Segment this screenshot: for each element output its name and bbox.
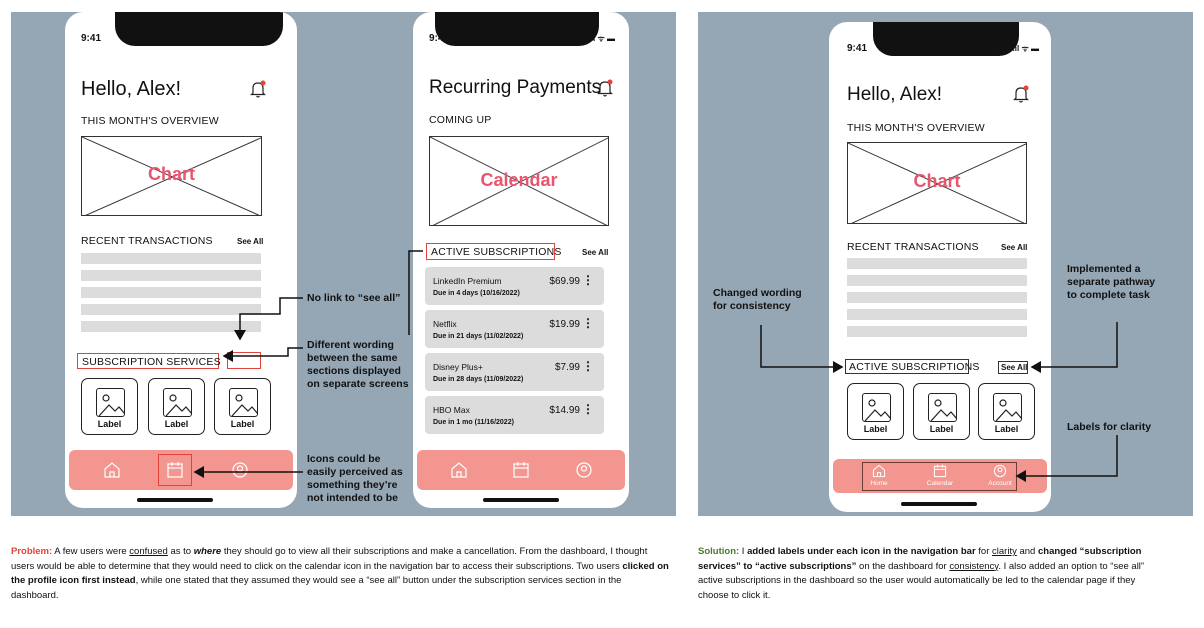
subscription-name: LinkedIn Premium: [433, 276, 502, 286]
greeting: Hello, Alex!: [847, 84, 943, 105]
tile-label: Label: [929, 424, 954, 434]
status-time: 9:41: [81, 33, 102, 44]
calendar-label: Calendar: [480, 170, 558, 190]
nav-label-account[interactable]: Account: [988, 480, 1012, 487]
more-icon[interactable]: ⋮: [582, 359, 594, 373]
problem-text: they should go to view all their subscriptions and make a cancellation. From the dashboard, I thought users would be able to determine that they would need to click on the calendar icon in the navigation bar to access their subscriptions. Two users: [11, 546, 648, 572]
status-icons: .ıl ᯤ ▬: [588, 34, 615, 43]
subscription-price: $7.99: [554, 362, 580, 373]
status-time: 9:41: [847, 43, 868, 54]
more-icon[interactable]: ⋮: [582, 316, 594, 330]
solution-text: I: [739, 546, 748, 557]
see-all-active-link[interactable]: See All: [1001, 363, 1028, 372]
status-icons: .ıl ᯤ ▬: [1012, 44, 1039, 53]
tile-label: Label: [97, 419, 122, 429]
annotation-implemented: Implemented a separate pathway to complete task: [1067, 263, 1156, 301]
coming-up-heading: COMING UP: [429, 114, 492, 126]
annotation-no-link: No link to “see all”: [307, 292, 401, 304]
subscription-due: Due in 4 days (10/16/2022): [433, 290, 520, 297]
nav-label-calendar[interactable]: Calendar: [926, 480, 954, 487]
screen-title: Recurring Payments: [429, 77, 602, 98]
left-panel: [11, 12, 676, 516]
solution-bold: changed “subscription services” to “active subscriptions”: [698, 546, 1142, 572]
recent-heading: RECENT TRANSACTIONS: [847, 241, 979, 253]
problem-paragraph: [11, 545, 671, 603]
annotation-icons: Icons could be easily perceived as something they’re not intended to be: [307, 453, 403, 504]
right-panel: [698, 12, 1193, 516]
chart-label: Chart: [147, 164, 195, 184]
solution-text: . I also added an option to “see all” active subscriptions in the dashboard so the user would automatically be led to the calendar page if they choose to click it.: [698, 560, 1145, 601]
tile-label: Label: [863, 424, 888, 434]
subscription-due: Due in 28 days (11/09/2022): [433, 376, 524, 383]
tile-label: Label: [230, 419, 255, 429]
more-icon[interactable]: ⋮: [582, 402, 594, 416]
subscription-due: Due in 1 mo (11/16/2022): [433, 419, 514, 426]
solution-label: Solution:: [698, 546, 740, 557]
solution-clarity: clarity: [992, 546, 1017, 557]
solution-text: on the dashboard for: [856, 560, 950, 572]
recent-heading: RECENT TRANSACTIONS: [81, 235, 213, 247]
more-icon[interactable]: ⋮: [582, 273, 594, 287]
problem-confused: confused: [129, 546, 168, 557]
see-all-link[interactable]: See All: [1001, 243, 1028, 252]
chart-label: Chart: [913, 171, 961, 191]
see-all-link[interactable]: See All: [237, 237, 264, 246]
nav-label-home[interactable]: Home: [870, 480, 888, 487]
annotation-different-wording: Different wording between the same sections displayed on separate screens: [307, 339, 409, 390]
solution-consistency: consistency: [949, 560, 999, 572]
problem-text: , while one stated that they assumed they would see a “see all” button under the subscription services section in the dashboard.: [11, 575, 622, 601]
subscription-price: $14.99: [549, 405, 580, 416]
subscription-price: $69.99: [549, 276, 580, 287]
see-all-link[interactable]: See All: [582, 248, 609, 257]
status-time: 9:41: [429, 33, 450, 44]
subscription-name: Disney Plus+: [433, 362, 483, 372]
solution-text: for: [975, 546, 993, 557]
status-icons: .ıl ᯤ ▬: [246, 34, 273, 43]
overview-heading: THIS MONTH'S OVERVIEW: [847, 122, 985, 134]
problem-text: as to: [167, 546, 194, 557]
subscription-name: HBO Max: [433, 405, 470, 415]
annotation-changed-wording: Changed wording for consistency: [713, 287, 802, 312]
problem-bold: clicked on the profile icon first instead: [11, 560, 669, 586]
active-subscriptions-heading: ACTIVE SUBSCRIPTIONS: [431, 246, 562, 258]
subscription-name: Netflix: [433, 319, 457, 329]
subscription-services-heading: SUBSCRIPTION SERVICES: [82, 356, 221, 368]
subscription-price: $19.99: [549, 319, 580, 330]
overview-heading: THIS MONTH'S OVERVIEW: [81, 115, 219, 127]
solution-bold: added labels under each icon in the navigation bar: [747, 546, 976, 557]
subscription-due: Due in 21 days (11/02/2022): [433, 333, 524, 340]
tile-label: Label: [164, 419, 189, 429]
solution-text: and: [1016, 546, 1038, 557]
problem-text: A few users were: [52, 546, 130, 557]
active-subscriptions-heading: ACTIVE SUBSCRIPTIONS: [849, 361, 980, 373]
greeting: Hello, Alex!: [81, 78, 182, 100]
problem-label: Problem:: [11, 546, 53, 557]
annotation-arrows: [11, 12, 676, 516]
annotation-labels: Labels for clarity: [1067, 421, 1152, 433]
problem-where: where: [193, 546, 222, 557]
tile-label: Label: [994, 424, 1019, 434]
solution-paragraph: [698, 545, 1168, 603]
